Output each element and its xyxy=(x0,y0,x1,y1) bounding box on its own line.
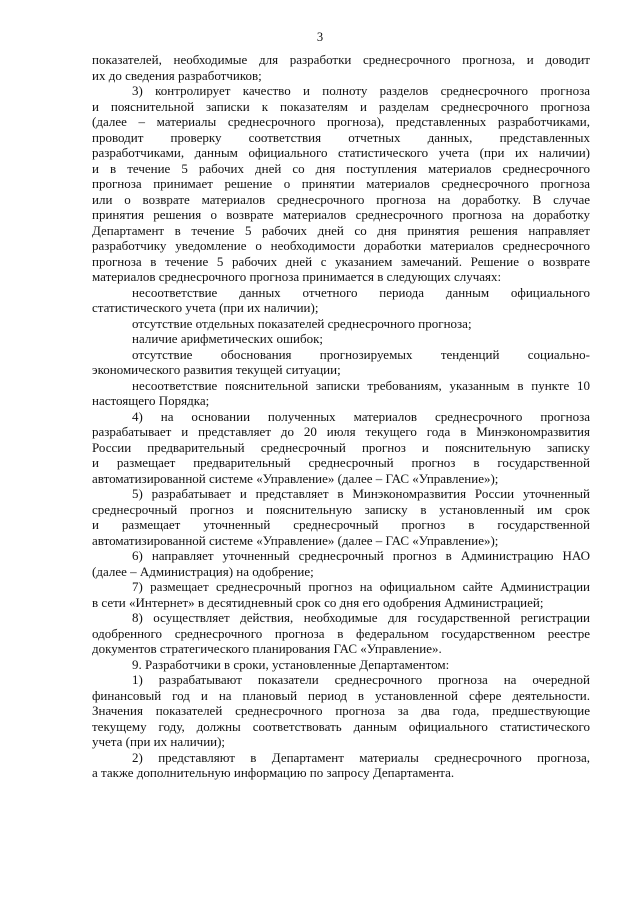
paragraph xyxy=(92,285,590,316)
text-line: прогноза принимает решение о принятии материалов среднесрочного прогноза xyxy=(92,176,590,191)
text-line: (далее – Администрация) на одобрение; xyxy=(92,563,314,579)
text-line: финансовый год и на плановый период в установленной сфере деятельности. xyxy=(92,687,590,703)
text-line: документов стратегического планирования ГАС «Управление». xyxy=(92,641,442,656)
text-line: экономического развития текущей ситуации; xyxy=(92,362,341,377)
text-line: показателей, необходимые для разработки среднесрочного прогноза, и доводит xyxy=(92,52,590,67)
paragraph xyxy=(92,657,590,673)
text-line: и пояснительной записки к показателям и разделам среднесрочного прогноза xyxy=(92,98,590,114)
text-line: 2) представляют в Департамент материалы среднесрочного прогноза, xyxy=(132,749,590,765)
text-line: автоматизированной системе «Управление» (далее – ГАС «Управление»); xyxy=(92,470,499,486)
text-line: настоящего Порядка; xyxy=(92,393,210,408)
text-line: статистического учета (при их наличии); xyxy=(92,300,319,315)
text-line: в сети «Интернет» в десятидневный срок со дня его одобрения Администрацией; xyxy=(92,594,544,610)
paragraph xyxy=(92,579,590,610)
paragraph xyxy=(92,52,590,83)
text-line: автоматизированной системе «Управление» (далее – ГАС «Управление»); xyxy=(92,532,499,548)
text-line: 3) контролирует качество и полноту разделов среднесрочного прогноза xyxy=(132,83,590,98)
text-line: разработчиками, данным официального статистического учета (при их наличии) xyxy=(92,145,590,160)
text-line: учета (при их наличии); xyxy=(92,734,226,749)
text-line: наличие арифметических ошибок; xyxy=(132,331,324,346)
text-line: отсутствие обоснования прогнозируемых тенденций социально- xyxy=(132,346,590,362)
text-line: среднесрочный прогноз и пояснительную записку в установленный им срок xyxy=(92,501,590,517)
text-line: 7) размещает среднесрочный прогноз на официальном сайте Администрации xyxy=(132,579,590,594)
page-number: 3 xyxy=(316,30,324,44)
text-line: Департамент в течение 5 рабочих дней со дня принятия решения направляет xyxy=(92,222,590,238)
paragraph xyxy=(92,331,590,347)
paragraph xyxy=(92,83,590,285)
text-line: несоответствие данных отчетного периода данным официального xyxy=(132,284,590,300)
text-line: проводит проверку соответствия отчетных данных, представленных xyxy=(92,129,590,145)
text-line: России предварительный среднесрочный прогноз и пояснительную записку xyxy=(92,439,590,455)
paragraph xyxy=(92,672,590,750)
paragraph xyxy=(92,610,590,657)
text-line: отсутствие отдельных показателей среднесрочного прогноза; xyxy=(132,315,472,331)
text-line: (далее – материалы среднесрочного прогноза), представленных разработчиками, xyxy=(92,114,590,129)
text-line: Значения показателей среднесрочного прогноза за два года, предшествующие xyxy=(92,703,590,718)
text-line: 8) осуществляет действия, необходимые для государственной регистрации xyxy=(132,610,590,625)
paragraph xyxy=(92,347,590,378)
text-line: 5) разрабатывает и представляет в Минэкономразвития России уточненный xyxy=(132,486,590,501)
text-line: разработчику уведомление о необходимости доработки материалов среднесрочного xyxy=(92,238,590,253)
text-line: 9. Разработчики в сроки, установленные Департаментом: xyxy=(132,656,450,672)
text-line: и в течение 5 рабочих дней со дня поступления материалов среднесрочного xyxy=(92,160,590,176)
paragraph xyxy=(92,750,590,781)
paragraph xyxy=(92,409,590,487)
text-line: принятия решения о возврате материалов среднесрочного прогноза на доработку xyxy=(92,207,590,222)
document-body xyxy=(92,52,590,781)
text-line: материалов среднесрочного прогноза принимается в следующих случаях: xyxy=(92,269,502,284)
text-line: и размещает предварительный среднесрочный прогноз в государственной xyxy=(92,455,590,470)
text-line: а также дополнительную информацию по запросу Департамента. xyxy=(92,765,455,780)
text-line: разрабатывает и представляет до 20 июля текущего года в Минэкономразвития xyxy=(92,424,590,439)
text-line: несоответствие пояснительной записки требованиям, указанным в пункте 10 xyxy=(132,377,590,393)
text-line: 4) на основании полученных материалов среднесрочного прогноза xyxy=(132,408,590,424)
text-line: их до сведения разработчиков; xyxy=(92,67,262,83)
text-line: прогноза в течение 5 рабочих дней с указанием замечаний. Решение о возврате xyxy=(92,253,590,269)
text-line: 6) направляет уточненный среднесрочный прогноз в Администрацию НАО xyxy=(132,548,590,563)
text-line: 1) разрабатывают показатели среднесрочного прогноза на очередной xyxy=(132,672,590,687)
text-line: и размещает уточненный среднесрочный прогноз в государственной xyxy=(92,517,590,532)
paragraph xyxy=(92,486,590,548)
text-line: одобренного среднесрочного прогноза в федеральном государственном реестре xyxy=(92,625,590,641)
text-line: или о возврате материалов среднесрочного прогноза на доработку. В случае xyxy=(92,191,590,207)
paragraph xyxy=(92,378,590,409)
text-line: текущему году, должны соответствовать данным официального статистического xyxy=(92,718,590,734)
paragraph xyxy=(92,316,590,332)
paragraph xyxy=(92,548,590,579)
